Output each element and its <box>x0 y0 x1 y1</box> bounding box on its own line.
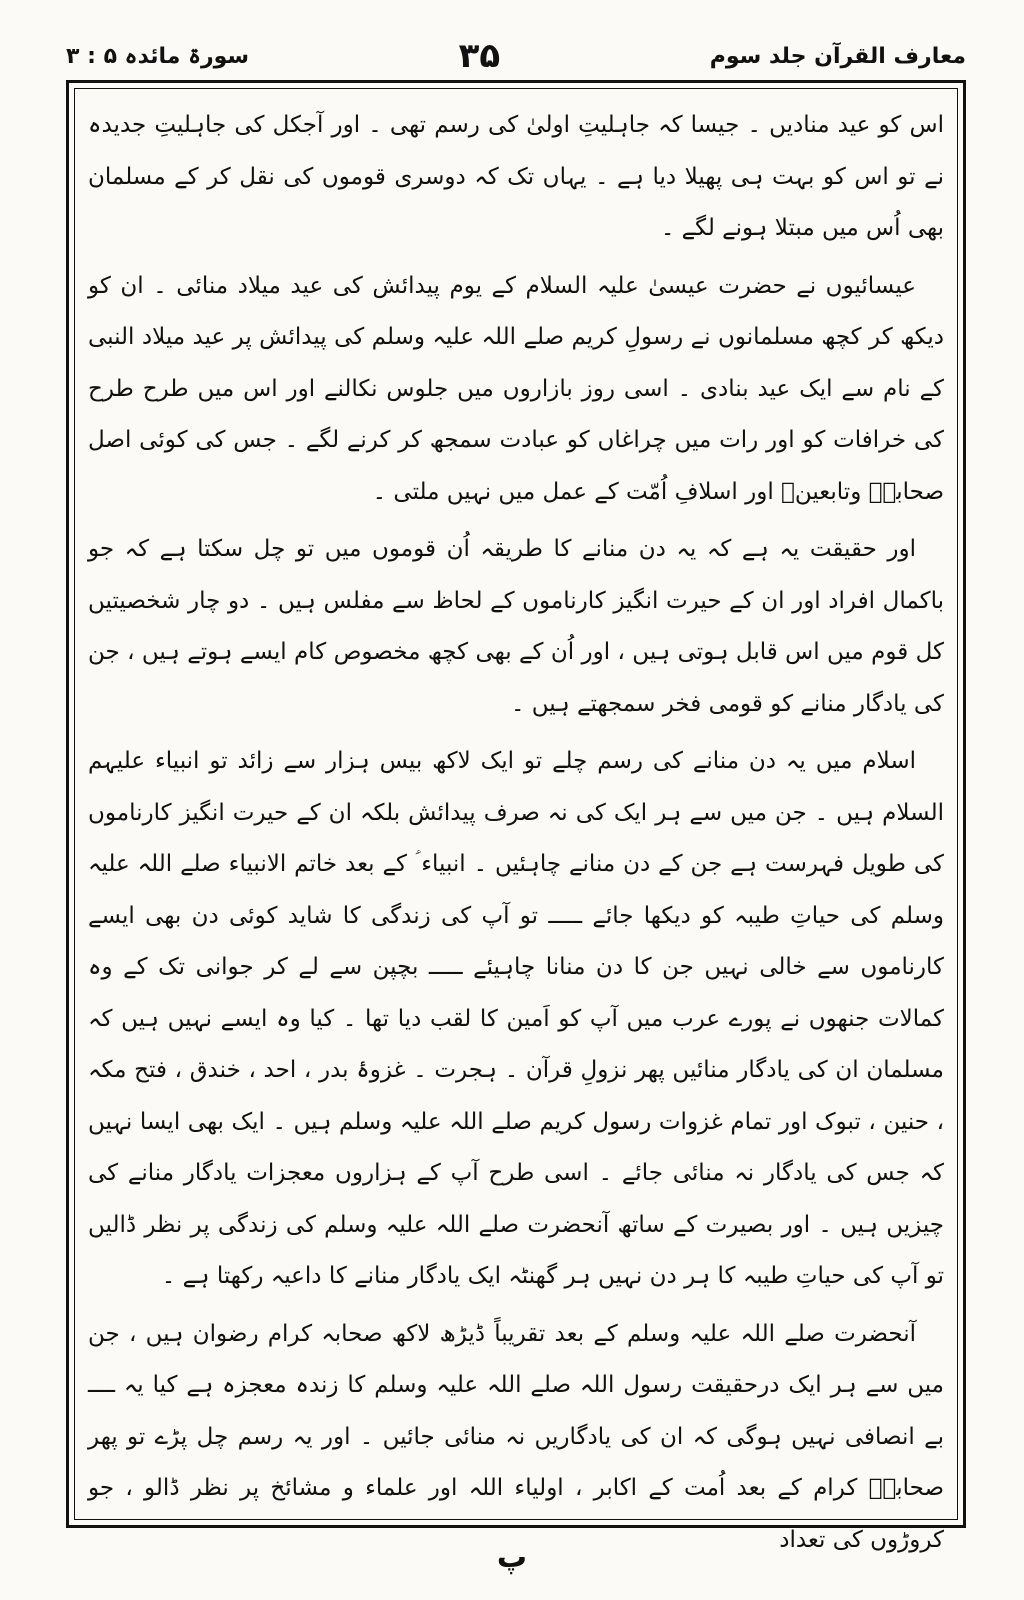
page-header <box>66 34 966 78</box>
book-title: معارف القرآن جلد سوم <box>709 43 966 69</box>
paragraph-2: عیسائیوں نے حضرت عیسیٰ علیہ السلام کے یوم پیدائش کی عید میلاد منائی ۔ ان کو دیکھ کر کچھ مسلمانوں نے رسولِ کریم صلے اللہ علیہ وسلم کی پیدائش پر عید میلاد النبی کے نام سے ایک عید بنادی ۔ اسی روز بازاروں میں جلوس نکالنے اور اس میں طرح طرح کی خرافات کو اور رات میں چراغاں کو عبادت سمجھ کر کرنے لگے ۔ جس کی کوئی اصل صحابہؓ وتابعینؒ اور اسلافِ اُمّت کے عمل میں نہیں ملتی ۔ <box>88 272 944 505</box>
paragraph-3: اور حقیقت یہ ہے کہ یہ دن منانے کا طریقہ اُن قوموں میں تو چل سکتا ہے کہ جو باکمال افراد اور ان کے حیرت انگیز کارناموں کے لحاظ سے مفلس ہیں ۔ دو چار شخصیتیں کل قوم میں اس قابل ہوتی ہیں ، اور اُن کے بھی کچھ مخصوص کام ایسے ہوتے ہیں ، جن کی یادگار منانے کو قومی فخر سمجھتے ہیں ۔ <box>88 536 944 717</box>
signature-mark: پ <box>496 1540 528 1575</box>
surah-reference: سورۃ مائدہ ۵ : ۳ <box>66 43 250 69</box>
page-number: ۳۵ <box>458 36 501 76</box>
paragraph-5: آنحضرت صلے اللہ علیہ وسلم کے بعد تقریباً ڈیڑھ لاکھ صحابہ کرام رضوان ہیں ، جن میں سے ہر ایک درحقیقت رسول اللہ صلے اللہ علیہ وسلم کا زندہ معجزہ ہے کیا یہ ــــ بے انصافی نہیں ہوگی کہ ان کی یادگاریں نہ منائی جائیں ۔ اور یہ رسم چل پڑے تو پھر صحابہؓ کرام کے بعد اُمت کے اکابر ، اولیاء اللہ اور علماء و مشائخ پر نظر ڈالو ، جو کروڑوں کی تعداد <box>88 1320 944 1553</box>
text-body <box>88 100 944 1553</box>
paragraph-1: اس کو عید منادیں ۔ جیسا کہ جاہلیتِ اولیٰ کی رسم تھی ۔ اور آجکل کی جاہلیتِ جدیدہ نے تو اس کو بہت ہی پھیلا دیا ہے ۔ یہاں تک کہ دوسری قوموں کی نقل کر کے مسلمان بھی اُس میں مبتلا ہونے لگے ۔ <box>88 112 944 241</box>
paragraph-4: اسلام میں یہ دن منانے کی رسم چلے تو ایک لاکھ بیس ہزار سے زائد تو انبیاء علیہم السلام ہیں ۔ جن میں سے ہر ایک کی نہ صرف پیدائش بلکہ ان کے حیرت انگیز کارناموں کی طویل فہرست ہے جن کے دن منانے چاہئیں ۔ انبیاء ؑ کے بعد خاتم الانبیاء صلے اللہ علیہ وسلم کی حیاتِ طیبہ کو دیکھا جائے ـــــ تو آپ کی زندگی کا شاید کوئی دن بھی ایسے کارناموں سے خالی نہیں جن کا دن منانا چاہیئے ـــــ بچپن سے لے کر جوانی تک کے وہ کمالات جنھوں نے پورے عرب میں آپ کو اَمین کا لقب دیا تھا ۔ کیا وہ ایسے نہیں ہیں کہ مسلمان ان کی یادگار منائیں پھر نزولِ قرآن ۔ ہجرت ۔ غزوۂ بدر ، احد ، خندق ، فتح مکہ ، حنین ، تبوک اور تمام غزوات رسول کریم صلے اللہ علیہ وسلم ہیں ۔ ایک بھی ایسا نہیں کہ جس کی یادگار نہ منائی جائے ۔ اسی طرح آپ کے ہزاروں معجزات یادگار منانے کی چیزیں ہیں ۔ اور بصیرت کے ساتھ آنحضرت صلے اللہ علیہ وسلم کی زندگی پر نظر ڈالیں تو آپ کی حیاتِ طیبہ کا ہر دن نہیں ہر گھنٹہ ایک یادگار منانے کا داعیہ رکھتا ہے ۔ <box>88 748 944 1289</box>
